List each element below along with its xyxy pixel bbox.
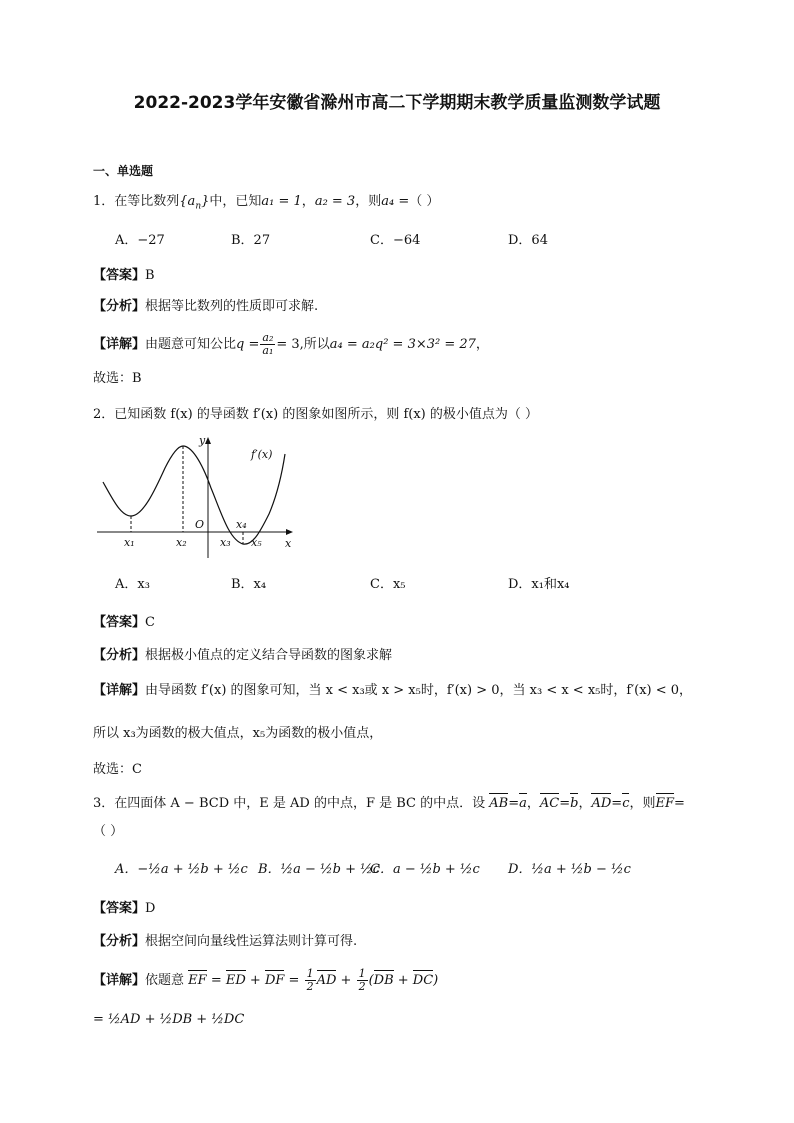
q2-option-c: C．x₅ [370,577,406,592]
q2-option-d: D．x₁和x₄ [508,577,570,592]
q1-choose: 故选：B [93,371,142,386]
q1-option-d: D．64 [508,233,548,248]
q3-detail-line2: = ½AD + ½DB + ½DC [93,1012,245,1027]
q2-option-a: A．x₃ [115,577,150,592]
q2-detail-1: 【详解】由导函数 f′(x) 的图象可知，当 x < x₃或 x > x₅时，f′(x) > 0，当 x₃ < x < x₅时，f′(x) < 0， [93,683,693,698]
q2-stem: 2．已知函数 f(x) 的导函数 f′(x) 的图象如图所示，则 f(x) 的极小值点为（ ） [93,407,539,422]
origin-label: O [195,518,205,531]
curve-label: f′(x) [251,448,273,461]
x3-label: x₃ [220,536,231,549]
q1-option-b: B．27 [231,233,271,248]
q3-analysis: 【分析】根据空间向量线性运算法则计算可得. [93,934,358,949]
q1-option-c: C．−64 [370,233,421,248]
x-axis-arrow [286,529,293,535]
q1-answer: 【答案】B [93,268,155,283]
q3-option-a: A．−½a + ½b + ½c [115,862,248,877]
y-label: y [199,434,206,447]
q3-paren: （ ） [93,824,124,839]
q3-option-b: B．½a − ½b + ½c [258,862,381,877]
q3-option-c: C．a − ½b + ½c [370,862,480,877]
derivative-graph [93,430,308,560]
x2-label: x₂ [176,536,187,549]
x-label: x [285,537,292,550]
q3-answer: 【答案】D [93,901,156,916]
x5-label: x₅ [251,536,262,549]
section-heading: 一、单选题 [93,164,154,178]
q3-option-d: D．½a + ½b − ½c [508,862,631,877]
q1-detail: 【详解】由题意可知公比q = $\frac{\text{a₂}}{\text{a₁}}$ = 3,所以a₄ = a₂q² = 3×3² = 27， [93,331,489,357]
q1-analysis: 【分析】根据等比数列的性质即可求解. [93,299,319,314]
y-axis-arrow [205,437,211,444]
q1-option-a: A．−27 [115,233,165,248]
q3-stem: 3．在四面体 A − BCD 中，E 是 AD 的中点，F 是 BC 的中点．设 AB=a，AC=b，AD=c，则EF= [93,794,685,814]
x4-label: x₄ [236,518,247,531]
q3-detail: 【详解】依题意 EF = ED + DF = $\frac{1}{2}$ AD + $\frac{1}{2}$ (DB + DC) [93,967,439,993]
x1-label: x₁ [124,536,135,549]
q2-answer: 【答案】C [93,615,155,630]
q2-option-b: B．x₄ [231,577,267,592]
q2-detail-2: 所以 x₃为函数的极大值点，x₅为函数的极小值点， [93,726,383,741]
page-title: 2022-2023学年安徽省滁州市高二下学期期末教学质量监测数学试题 [133,93,661,113]
q1-stem: 1．在等比数列$\{a_n\}$中，已知a₁ = 1，a₂ = 3，则a₄ =（ ） [93,194,440,212]
q2-choose: 故选：C [93,762,142,777]
q2-analysis: 【分析】根据极小值点的定义结合导函数的图象求解 [93,648,393,663]
